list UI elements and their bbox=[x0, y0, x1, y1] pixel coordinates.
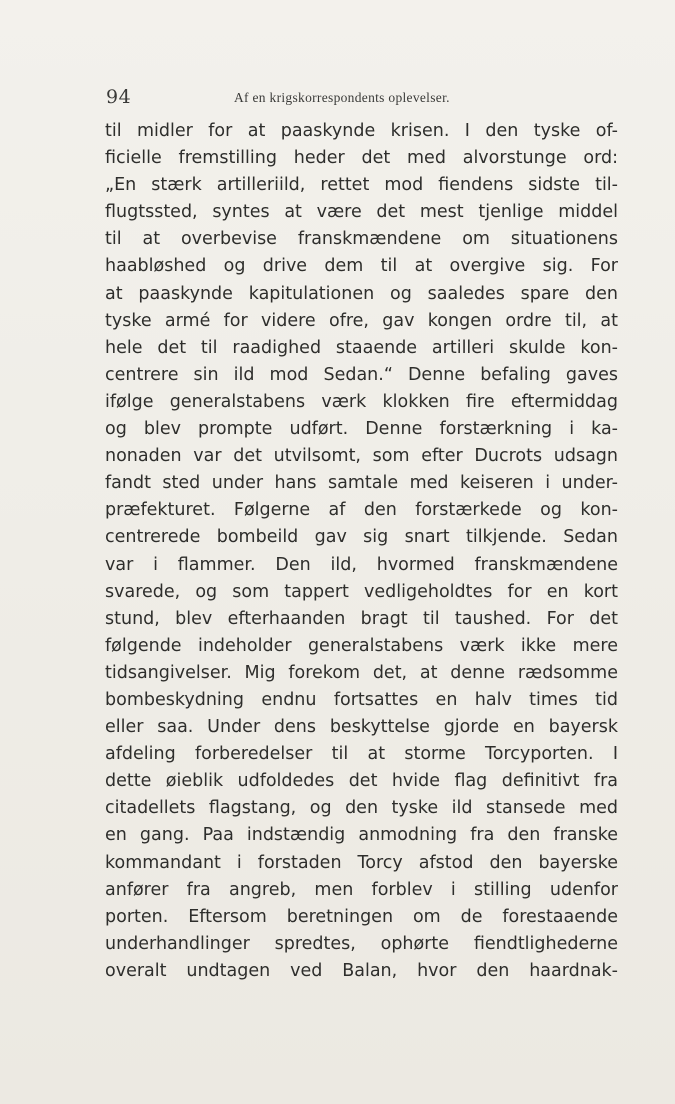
text-line: nonaden var det utvilsomt, som efter Ducrots udsagn bbox=[105, 446, 618, 467]
text-line: centrerede bombeild gav sig snart tilkjende. Sedan bbox=[105, 527, 618, 548]
text-line: „En stærk artilleriild, rettet mod fiendens sidste til- bbox=[105, 175, 618, 196]
text-line: dette øieblik udfoldedes det hvide flag definitivt fra bbox=[105, 771, 618, 792]
text-line: ifølge generalstabens værk klokken fire eftermiddag bbox=[105, 391, 618, 412]
text-line: centrere sin ild mod Sedan.“ Denne befaling gaves bbox=[105, 364, 618, 385]
body-text bbox=[105, 118, 618, 985]
text-line: til midler for at paaskynde krisen. I den tyske of- bbox=[105, 121, 618, 141]
text-line: fandt sted under hans samtale med keiseren i under- bbox=[105, 473, 618, 494]
text-line: kommandant i forstaden Torcy afstod den bayerske bbox=[105, 852, 618, 873]
text-line: præfekturet. Følgerne af den forstærkede og kon- bbox=[105, 500, 618, 521]
text-line: svarede, og som tappert vedligeholdtes for en kort bbox=[105, 581, 618, 602]
text-line: ficielle fremstilling heder det med alvorstunge ord: bbox=[105, 148, 618, 169]
text-line: haabløshed og drive dem til at overgive sig. For bbox=[105, 256, 618, 277]
text-line: citadellets flagstang, og den tyske ild stansede med bbox=[105, 798, 618, 819]
text-line: overalt undtagen ved Balan, hvor den haardnak- bbox=[105, 960, 618, 981]
text-line: bombeskydning endnu fortsattes en halv times tid bbox=[105, 689, 618, 710]
text-line: tidsangivelser. Mig forekom det, at denne rædsomme bbox=[105, 662, 618, 683]
text-line: anfører fra angreb, men forblev i stilling udenfor bbox=[105, 879, 618, 900]
text-line: følgende indeholder generalstabens værk ikke mere bbox=[105, 635, 618, 656]
text-line: afdeling forberedelser til at storme Torcyporten. I bbox=[105, 744, 618, 765]
page-header bbox=[106, 86, 618, 110]
text-line: var i flammer. Den ild, hvormed franskmændene bbox=[105, 554, 618, 575]
text-line: underhandlinger spredtes, ophørte fiendtlighederne bbox=[105, 933, 618, 954]
text-line: en gang. Paa indstændig anmodning fra den franske bbox=[105, 825, 618, 846]
text-line: eller saa. Under dens beskyttelse gjorde en bayersk bbox=[105, 717, 618, 738]
running-title: Af en krigskorrespondents oplevelser. bbox=[234, 90, 450, 105]
text-line: og blev prompte udført. Denne forstærkning i ka- bbox=[105, 419, 618, 440]
page-number: 94 bbox=[106, 86, 132, 108]
text-line: tyske armé for videre ofre, gav kongen ordre til, at bbox=[105, 310, 618, 331]
text-line: hele det til raadighed staaende artilleri skulde kon- bbox=[105, 337, 618, 358]
text-line: at paaskynde kapitulationen og saaledes spare den bbox=[105, 283, 618, 304]
text-line: flugtssted, syntes at være det mest tjenlige middel bbox=[105, 202, 618, 223]
text-line: til at overbevise franskmændene om situationens bbox=[105, 229, 618, 250]
text-line: stund, blev efterhaanden bragt til taushed. For det bbox=[105, 608, 618, 629]
text-line: porten. Eftersom beretningen om de forestaaende bbox=[105, 906, 618, 927]
